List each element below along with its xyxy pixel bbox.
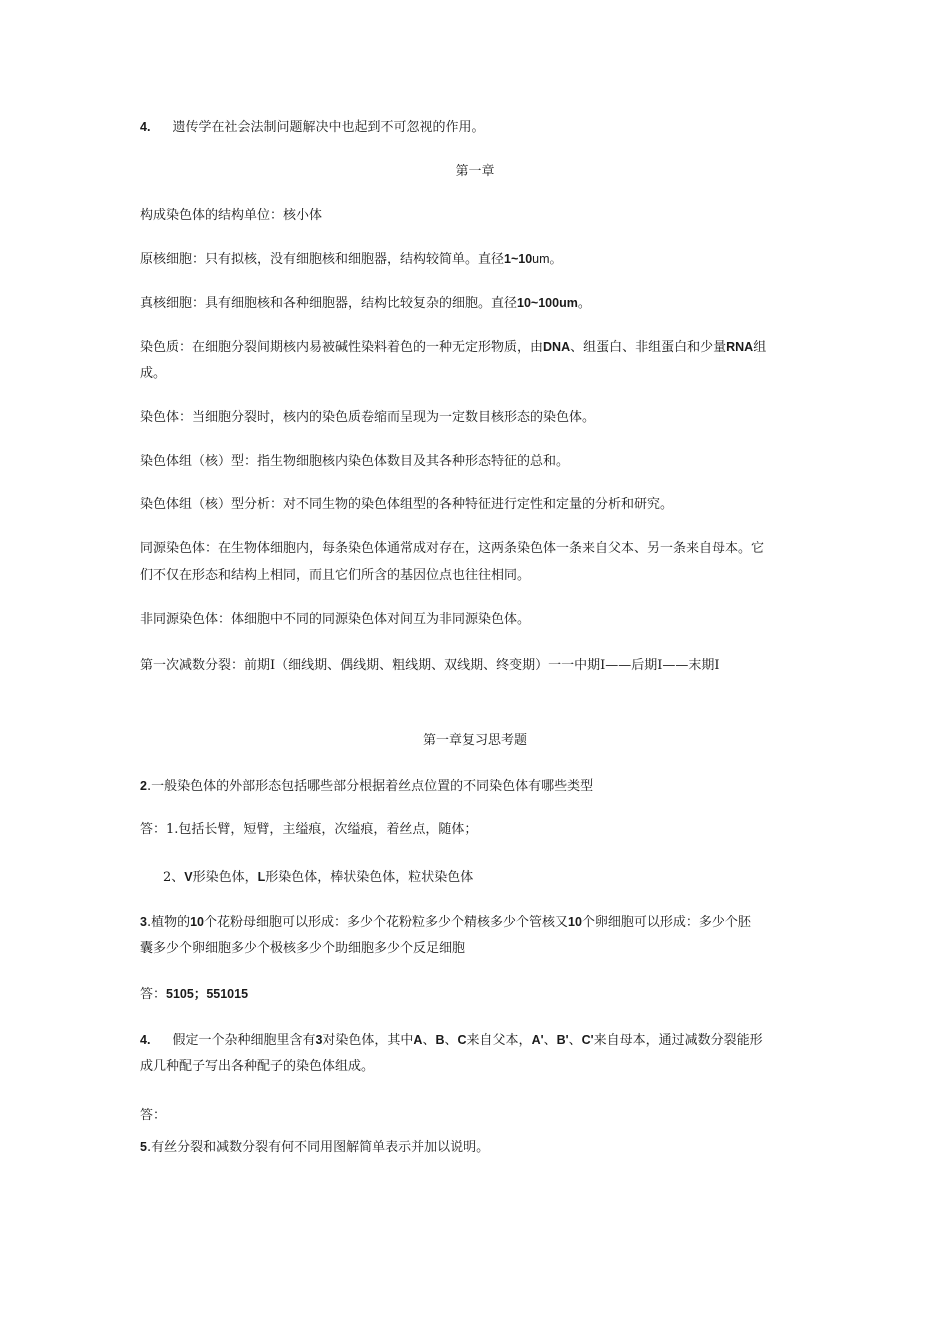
letter-text: C' <box>581 1033 594 1047</box>
letter-text: L <box>257 870 266 884</box>
answer-2-line2 <box>163 867 843 888</box>
paragraph-text: 原核细胞：只有拟核，没有细胞核和细胞器，结构较简单。直径 <box>140 252 505 267</box>
number-text: 3 <box>315 1033 323 1047</box>
letter-text: B' <box>556 1033 569 1047</box>
paragraph-text: 真核细胞：具有细胞核和各种细胞器，结构比较复杂的细胞。直径 <box>140 296 518 311</box>
question-3-line2: 囊多少个卵细胞多少个极核多少个助细胞多少个反足细胞 <box>140 941 466 956</box>
paragraph-chromosome: 染色体：当细胞分裂时，核内的染色质卷缩而呈现为一定数目核形态的染色体。 <box>140 410 596 425</box>
punctuation: 、 <box>422 1033 436 1048</box>
punctuation: 。 <box>577 296 591 311</box>
answer-text: 2、 <box>163 870 185 885</box>
question-text: 个卵细胞可以形成：多少个胚 <box>581 915 751 930</box>
answer-label: 答： <box>140 987 167 1002</box>
paragraph-text: 、组蛋白、非组蛋白和少量 <box>570 340 727 355</box>
answer-text: 形染色体，棒状染色体，粒状染色体 <box>265 870 474 885</box>
answer-3 <box>140 984 820 1005</box>
punctuation: 、 <box>568 1033 582 1048</box>
question-text: 对染色体，其中 <box>322 1033 414 1048</box>
answer-2-line1: 答：1.包括长臂，短臂，主缢痕，次缢痕，着丝点，随体； <box>140 822 478 837</box>
number-text: 10~100um <box>517 296 578 310</box>
question-text: 来自父本， <box>466 1033 532 1048</box>
paragraph-chromosome-unit: 构成染色体的结构单位：核小体 <box>140 208 323 223</box>
letter-text: A' <box>531 1033 544 1047</box>
punctuation: 、 <box>444 1033 458 1048</box>
paragraph-meiosis-one: 第一次减数分裂：前期Ⅰ（细线期、偶线期、粗线期、双线期、终变期）一一中期Ⅰ——后期Ⅰ——末期Ⅰ <box>140 658 720 673</box>
paragraph-text: 遗传学在社会法制问题解决中也起到不可忽视的作用。 <box>172 120 485 135</box>
question-text: .一般染色体的外部形态包括哪些部分根据着丝点位置的不同染色体有哪些类型 <box>146 779 594 794</box>
question-text: .有丝分裂和减数分裂有何不同用图解简单表示并加以说明。 <box>146 1140 490 1155</box>
number-text: 10 <box>190 915 204 929</box>
question-number: 2 <box>140 779 147 793</box>
number-text: 10 <box>568 915 582 929</box>
answer-text: 形染色体， <box>192 870 258 885</box>
paragraph-chromatin-line2: 成。 <box>140 366 167 381</box>
question-4-line1 <box>140 1030 820 1051</box>
paragraph-non-homologous: 非同源染色体：体细胞中不同的同源染色体对间互为非同源染色体。 <box>140 612 531 627</box>
question-text: 个花粉母细胞可以形成：多少个花粉粒多少个精核多少个管核又 <box>204 915 569 930</box>
paragraph-karyotype-analysis: 染色体组（核）型分析：对不同生物的染色体组型的各种特征进行定性和定量的分析和研究。 <box>140 497 674 512</box>
question-number: 4. <box>140 1033 151 1047</box>
paragraph-chromatin-line1 <box>140 337 820 358</box>
question-number: 5 <box>140 1140 147 1154</box>
letter-text: C <box>457 1033 467 1047</box>
question-text: .植物的 <box>146 915 191 930</box>
question-3-line1 <box>140 912 820 933</box>
answer-4: 答： <box>140 1108 167 1123</box>
paragraph-homologous-line1: 同源染色体：在生物体细胞内，每条染色体通常成对存在，这两条染色体一条来自父本、另一条来自母本。它 <box>140 541 765 556</box>
paragraph-homologous-line2: 们不仅在形态和结构上相同，而且它们所含的基因位点也往往相同。 <box>140 568 531 583</box>
question-2 <box>140 776 820 797</box>
letter-text: A <box>413 1033 423 1047</box>
paragraph-eukaryote <box>140 293 820 314</box>
answer-numbers: 5105；551015 <box>166 987 249 1001</box>
number-text: 1~10 <box>504 252 533 266</box>
paragraph-text: 染色质：在细胞分裂间期核内易被碱性染料着色的一种无定形物质，由 <box>140 340 544 355</box>
review-heading: 第一章复习思考题 <box>422 733 527 748</box>
question-5 <box>140 1137 820 1158</box>
punctuation: 、 <box>543 1033 557 1048</box>
chapter-heading: 第一章 <box>455 164 495 179</box>
paragraph-item-4-genetics-law <box>140 117 820 138</box>
paragraph-karyotype: 染色体组（核）型：指生物细胞核内染色体数目及其各种形态特征的总和。 <box>140 454 570 469</box>
list-number: 4. <box>140 120 151 134</box>
question-4-line2: 成几种配子写出各种配子的染色体组成。 <box>140 1059 375 1074</box>
question-text: 假定一个杂种细胞里含有 <box>172 1033 316 1048</box>
unit-text: um。 <box>532 252 563 266</box>
dna-text: DNA <box>543 340 571 354</box>
paragraph-prokaryote <box>140 249 820 270</box>
question-number: 3 <box>140 915 147 929</box>
letter-text: B <box>435 1033 445 1047</box>
paragraph-text: 组 <box>753 340 767 355</box>
letter-text: V <box>184 870 193 884</box>
question-text: 来自母本，通过减数分裂能形 <box>593 1033 763 1048</box>
rna-text: RNA <box>726 340 754 354</box>
